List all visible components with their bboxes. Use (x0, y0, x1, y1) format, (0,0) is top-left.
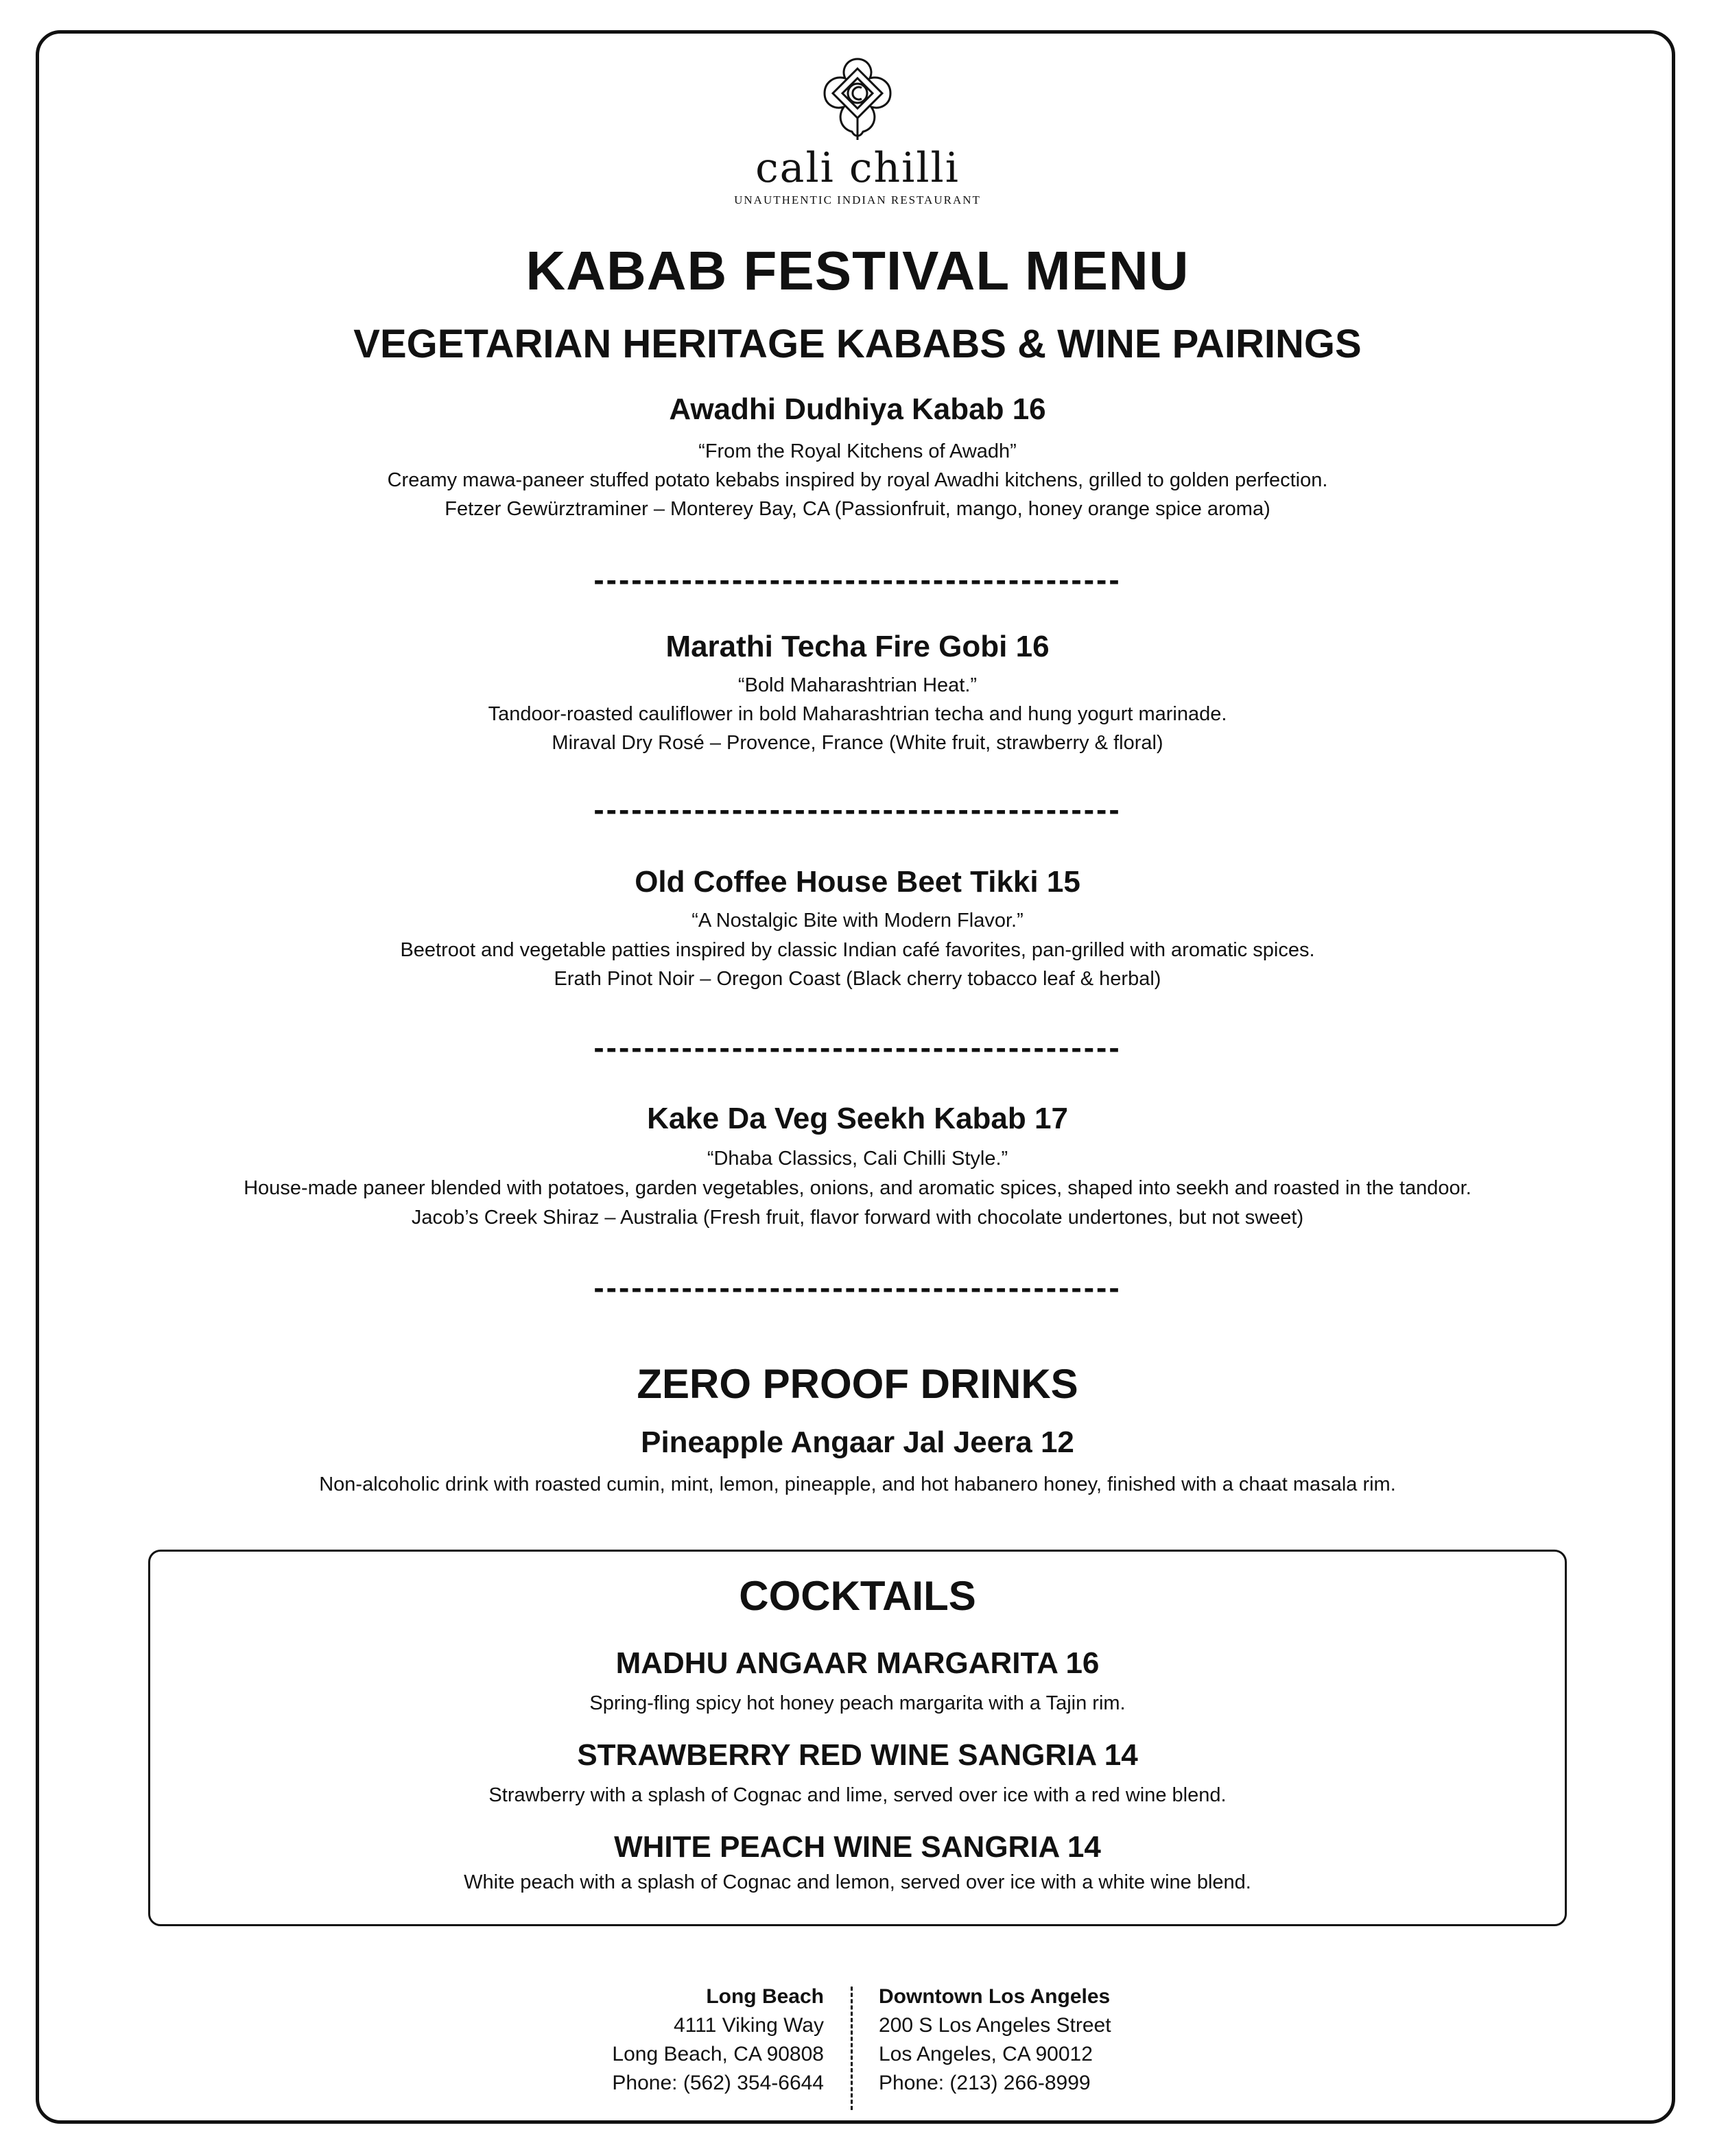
veg-item-description: Beetroot and vegetable patties inspired by classic Indian café favorites, pan-grilled with aromatic spices. (400, 939, 1315, 961)
footer-divider (851, 1987, 853, 2110)
cocktail-name: WHITE PEACH WINE SANGRIA 14 (614, 1830, 1101, 1864)
veg-item-tagline: “Bold Maharashtrian Heat.” (737, 674, 978, 696)
location-name: Long Beach (706, 1985, 824, 2008)
location-downtown-la (879, 1982, 1111, 2098)
veg-item-tagline: “From the Royal Kitchens of Awadh” (698, 440, 1017, 462)
veg-item-tagline: “Dhaba Classics, Cali Chilli Style.” (707, 1148, 1008, 1170)
location-city: Long Beach, CA 90808 (612, 2043, 824, 2065)
veg-item-title: Awadhi Dudhiya Kabab 16 (669, 392, 1046, 426)
location-city: Los Angeles, CA 90012 (879, 2043, 1093, 2065)
section-divider: ------------------------------------------ (593, 562, 1122, 597)
veg-item-pairing: Jacob’s Creek Shiraz – Australia (Fresh fruit, flavor forward with chocolate undertones, but not sweet) (411, 1207, 1304, 1229)
location-long-beach (612, 1982, 824, 2098)
veg-item-description: Tandoor-roasted cauliflower in bold Maharashtrian techa and hung yogurt marinade. (488, 703, 1227, 725)
zero-proof-title: ZERO PROOF DRINKS (637, 1361, 1078, 1407)
cocktail-description: Spring-fling spicy hot honey peach margarita with a Tajin rim. (589, 1692, 1126, 1714)
veg-item-description: House-made paneer blended with potatoes, garden vegetables, onions, and aromatic spices, shaped into seekh and roasted in the tandoor. (244, 1177, 1471, 1199)
cocktail-description: Strawberry with a splash of Cognac and lime, served over ice with a red wine blend. (488, 1784, 1227, 1806)
location-name: Downtown Los Angeles (879, 1985, 1111, 2008)
location-phone: Phone: (213) 266-8999 (879, 2072, 1091, 2094)
cocktail-name: STRAWBERRY RED WINE SANGRIA 14 (577, 1738, 1138, 1772)
section-divider: ------------------------------------------ (593, 1030, 1122, 1065)
zero-proof-item-description: Non-alcoholic drink with roasted cumin, mint, lemon, pineapple, and hot habanero honey, finished with a chaat masala rim. (319, 1473, 1396, 1495)
location-street: 4111 Viking Way (673, 2014, 824, 2037)
veg-item-pairing: Fetzer Gewürztraminer – Monterey Bay, CA (Passionfruit, mango, honey orange spice aroma) (445, 498, 1270, 520)
brand-tagline: UNAUTHENTIC INDIAN RESTAURANT (734, 193, 981, 206)
cocktails-title: COCKTAILS (739, 1573, 976, 1619)
veg-item-title: Marathi Techa Fire Gobi 16 (665, 630, 1050, 663)
veg-item-description: Creamy mawa-paneer stuffed potato kebabs inspired by royal Awadhi kitchens, grilled to golden perfection. (387, 469, 1328, 491)
brand-name: cali chilli (755, 144, 960, 192)
section-divider: ------------------------------------------ (593, 1270, 1122, 1305)
location-street: 200 S Los Angeles Street (879, 2014, 1111, 2037)
cocktail-description: White peach with a splash of Cognac and lemon, served over ice with a white wine blend. (464, 1871, 1251, 1893)
location-phone: Phone: (562) 354-6644 (612, 2072, 824, 2094)
veg-item-pairing: Erath Pinot Noir – Oregon Coast (Black cherry tobacco leaf & herbal) (554, 968, 1161, 990)
veg-item-title: Kake Da Veg Seekh Kabab 17 (647, 1102, 1068, 1135)
menu-title: KABAB FESTIVAL MENU (525, 240, 1190, 301)
cocktail-name: MADHU ANGAAR MARGARITA 16 (615, 1646, 1100, 1680)
veg-item-title: Old Coffee House Beet Tikki 15 (635, 865, 1080, 899)
brand-logo-icon (815, 55, 900, 144)
zero-proof-item-title: Pineapple Angaar Jal Jeera 12 (641, 1425, 1074, 1459)
veg-item-pairing: Miraval Dry Rosé – Provence, France (White fruit, strawberry & floral) (552, 732, 1163, 754)
section-divider: ------------------------------------------ (593, 792, 1122, 827)
veg-section-title: VEGETARIAN HERITAGE KABABS & WINE PAIRINGS (353, 322, 1362, 366)
veg-item-tagline: “A Nostalgic Bite with Modern Flavor.” (691, 910, 1024, 932)
